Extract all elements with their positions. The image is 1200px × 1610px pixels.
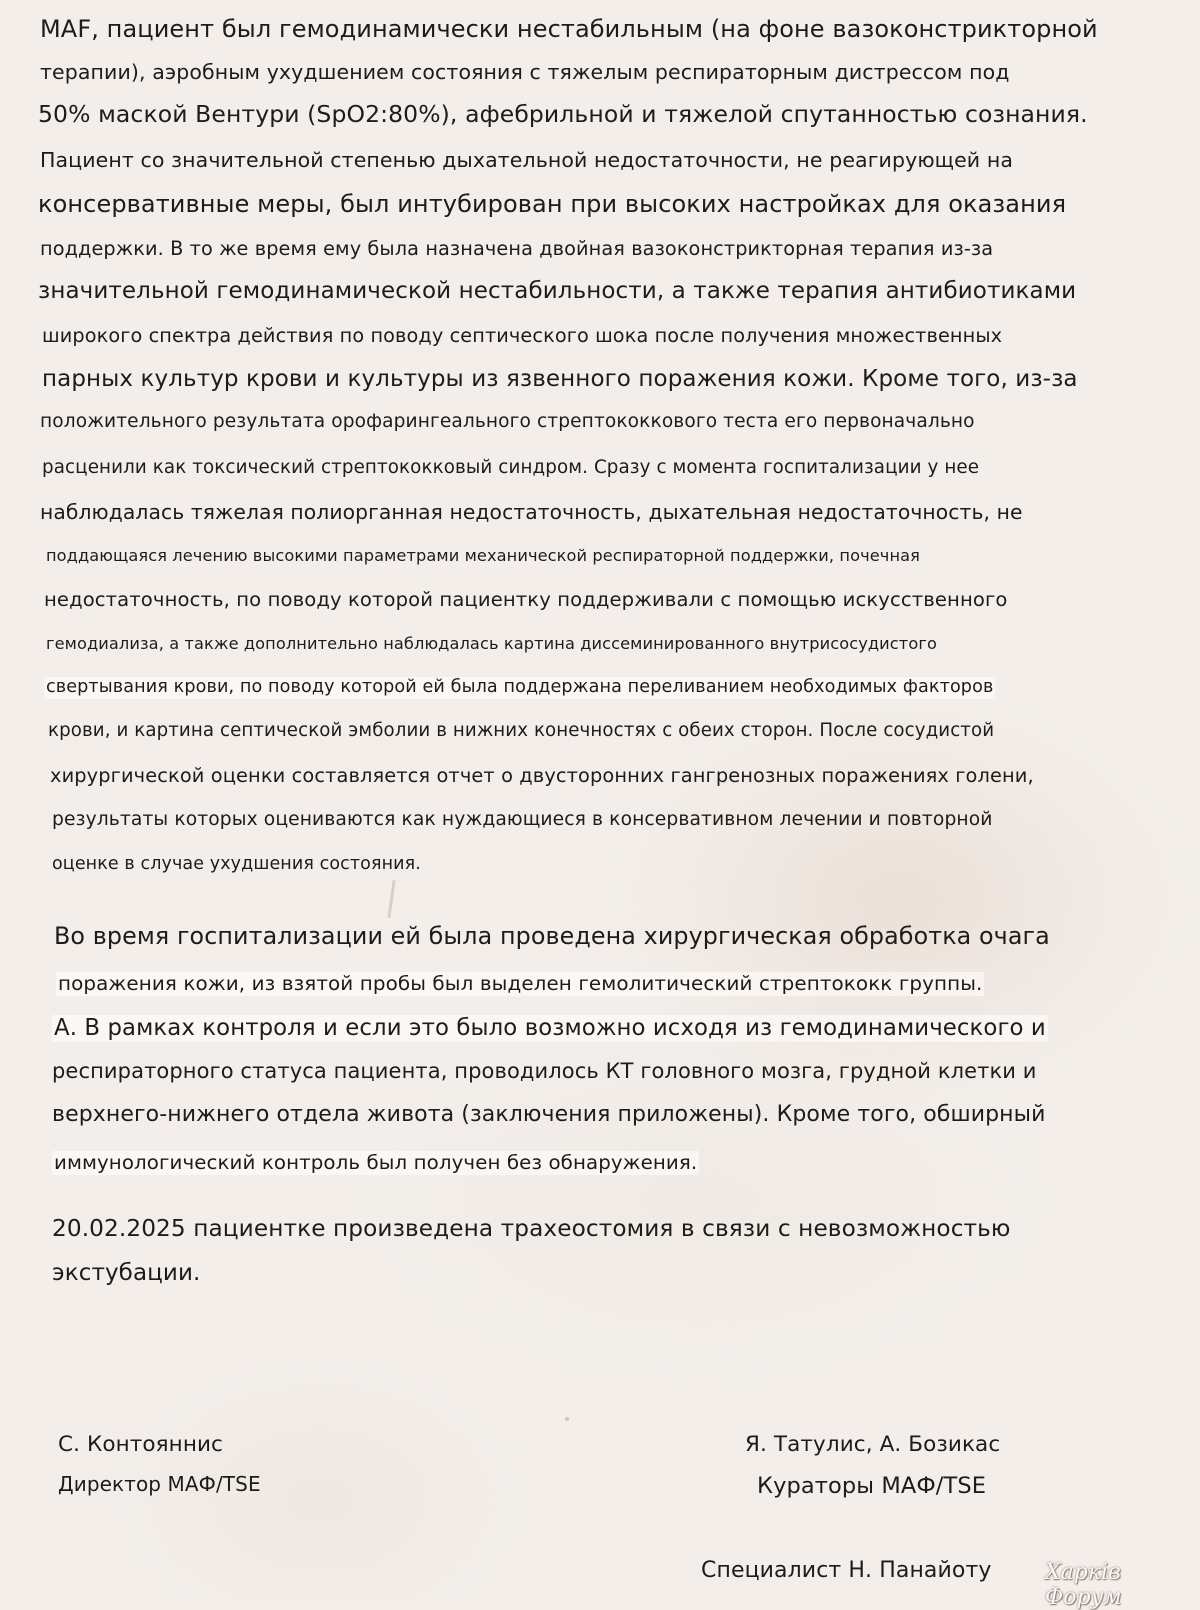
text-line: экстубации.: [52, 1260, 201, 1286]
text-line: поддержки. В то же время ему была назначена двойная вазоконстрикторная терапия из-за: [40, 237, 994, 260]
text-line: верхнего-нижнего отдела живота (заключения приложены). Кроме того, обширный: [52, 1102, 1046, 1127]
text-line: расценили как токсический стрептококковый синдром. Сразу с момента госпитализации у нее: [42, 457, 980, 478]
text-line: поражения кожи, из взятой пробы был выделен гемолитический стрептококк группы.: [58, 972, 983, 995]
text-line: гемодиализа, а также дополнительно наблюдалась картина диссеминированного внутрисосудистого: [46, 634, 937, 653]
text-line: 20.02.2025 пациентке произведена трахеостомия в связи с невозможностью: [52, 1215, 1011, 1242]
text-line: крови, и картина септической эмболии в нижних конечностях с обеих сторон. После сосудистой: [48, 720, 995, 741]
text-line: хирургической оценки составляется отчет о двусторонних гангренозных поражениях голени,: [50, 764, 1034, 787]
text-line: поддающаяся лечению высокими параметрами механической респираторной поддержки, почечная: [46, 546, 921, 565]
text-line: значительной гемодинамической нестабильности, а также терапия антибиотиками: [38, 278, 1077, 304]
text-line: широкого спектра действия по поводу септического шока после получения множественных: [42, 324, 1003, 347]
text-line: недостаточность, по поводу которой пациентку поддерживали с помощью искусственного: [44, 588, 1008, 611]
text-line: иммунологический контроль был получен без обнаружения.: [54, 1151, 698, 1174]
text-line: MAF, пациент был гемодинамически нестабильным (на фоне вазоконстрикторной: [40, 15, 1098, 43]
curators-title: Кураторы МАФ/TSE: [757, 1473, 987, 1499]
text-line: положительного результата орофарингеального стрептококкового теста его первоначально: [40, 411, 975, 432]
paper-speck: [565, 1417, 569, 1421]
text-line: консервативные меры, был интубирован при высоких настройках для оказания: [38, 190, 1067, 218]
text-line: оценке в случае ухудшения состояния.: [52, 854, 421, 874]
text-line: терапии), аэробным ухудшением состояния с тяжелым респираторным дистрессом под: [40, 60, 1010, 84]
text-line: свертывания крови, по поводу которой ей была поддержана переливанием необходимых факторов: [46, 677, 994, 697]
watermark: Харків Форум: [1045, 1560, 1122, 1610]
paper-crease: [387, 880, 395, 918]
specialist-name: Специалист Н. Панайоту: [701, 1558, 992, 1583]
director-title: Директор МАФ/TSE: [58, 1472, 261, 1496]
text-line: А. В рамках контроля и если это было возможно исходя из гемодинамического и: [54, 1015, 1046, 1041]
curators-names: Я. Татулис, А. Бозикас: [745, 1432, 1001, 1457]
text-line: парных культур крови и культуры из язвенного поражения кожи. Кроме того, из-за: [42, 366, 1078, 392]
text-line: Во время госпитализации ей была проведена хирургическая обработка очага: [54, 922, 1050, 950]
text-line: результаты которых оцениваются как нуждающиеся в консервативном лечении и повторной: [52, 809, 993, 830]
text-line: респираторного статуса пациента, проводилось КТ головного мозга, грудной клетки и: [52, 1059, 1037, 1083]
text-line: 50% маской Вентури (SpO2:80%), афебрильной и тяжелой спутанностью сознания.: [38, 100, 1088, 128]
text-line: наблюдалась тяжелая полиорганная недостаточность, дыхательная недостаточность, не: [40, 500, 1023, 524]
text-line: Пациент со значительной степенью дыхательной недостаточности, не реагирующей на: [40, 148, 1014, 172]
director-name: С. Контояннис: [58, 1432, 223, 1457]
